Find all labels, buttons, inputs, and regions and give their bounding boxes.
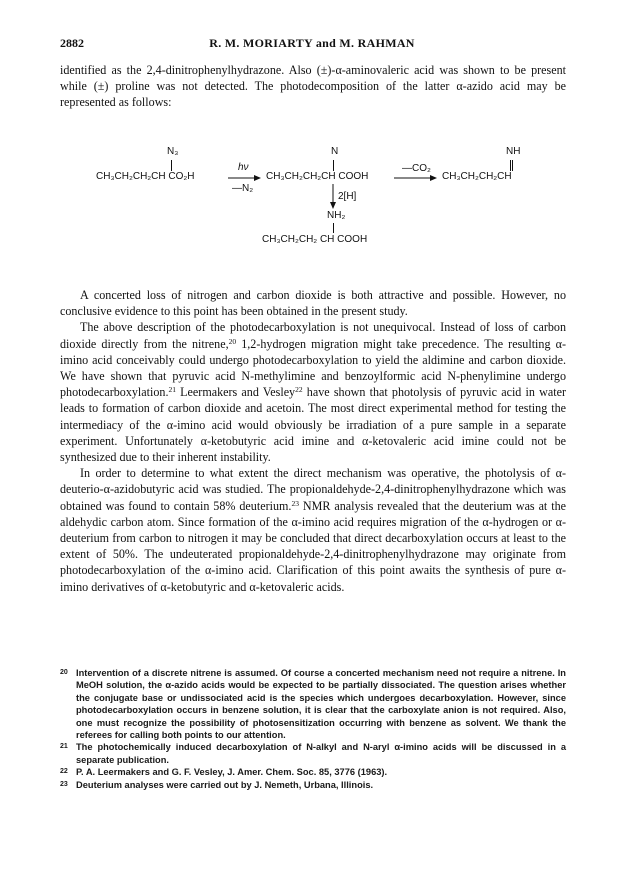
footnote: 21 The photochemically induced decarboxylation of N-alkyl and N-aryl α-imino acids will be discussed in a separate publication. [60,742,566,765]
arrow1-label-top: hν [238,162,249,173]
arrow1-icon [228,174,262,182]
arrow2-label-top: —CO₂ [402,163,431,174]
running-title: R. M. MORIARTY and M. RAHMAN [209,36,415,50]
paragraph-deuterium: In order to determine to what extent the direct mechanism was operative, the photolysis of α-deuterio-α-azidobutyric acid was studied. The propionaldehyde-2,4-dinitrophenylhydrazone which was obtained was found to contain 58% deuterium.$^{23}$ NMR analysis revealed that the deuterium was at the aldehydic carbon atom. Since formation of the α-imino acid requires migration of the α-hydrogen or α-deuterium from carbon to nitrogen it may be concluded that direct decarboxylation occurs at least to the extent of 50%. The undeuterated propionaldehyde-2,4-dinitrophenylhydrazone may originate from photodecarboxylation of the α-imino acid. Clarification of this point awaits the synthesis of pure α-imino derivatives of α-ketobutyric and α-ketovaleric acids. [60,466,566,594]
intro-paragraph: identified as the 2,4-dinitrophenylhydrazone. Also (±)-α-aminovaleric acid was shown to be present while (±) proline was not detected. The photodecomposition of the latter α-azido acid may be represented as follows: [60,63,566,110]
reaction-scheme [90,140,570,260]
page-number: 2882 [60,36,84,50]
arrow1-label-bottom: —N₂ [232,183,254,194]
reactant-bond [171,160,172,171]
footnote: 20 Intervention of a discrete nitrene is assumed. Of course a concerted mechanism need not require a nitrene. In MeOH solution, the α-azido acids would be expected to be partially dissociated. The question arises whether the conjugate base or undissociated acid is the species which undergoes decarboxylation. However, since photodecarboxylation occurs in benzene solution, it is clear that the carboxylate anion is not required. Also, one must recognize the possibility of photosensitization occurring with benzene as solvent. We thank the referees for calling both points to our attention. [60,668,566,741]
paragraph-photodecarboxylation: The above description of the photodecarboxylation is not unequivocal. Instead of loss of carbon dioxide directly from the nitrene,$^{20}$ 1,2-hydrogen migration might take precedence. The resulting α-imino acid conceivably could undergo photodecarboxylation to yield the aldimine and carbon dioxide. We have shown that pyruvic acid N-methylimine and benzoylformic acid N-phenylimine undergo photodecarboxylation.$^{21}$ Leermakers and Vesley$^{22}$ have shown that photolysis of pyruvic acid in water leads to formation of carbon dioxide and acetoin. The most direct experimental method for testing the intermediacy of the α-imino acid would obviously be irradiation of a pure sample in a separate experiment. Unfortunately α-ketobutyric acid imine and α-ketovaleric acid imine could not be synthesized due to their inherent instability. [60,320,566,465]
intermediate-nitrene-label: N [331,146,339,157]
arrow2-icon [394,174,438,182]
ref-20: 20 [228,336,237,346]
product-formula: CH₃CH₂CH₂CH [442,171,512,182]
reduced-amine-label: NH₂ [327,210,346,221]
ref-22: 22 [295,385,303,395]
footnote: 22 P. A. Leermakers and G. F. Vesley, J. Amer. Chem. Soc. 85, 3776 (1963). [60,767,388,778]
arrow3-icon [329,184,337,210]
intermediate-formula: CH₃CH₂CH₂CH COOH [266,171,369,182]
arrow3-label: 2[H] [338,191,357,202]
reduced-formula: CH₃CH₂CH₂ CH COOH [262,234,368,245]
product-double-bond [510,160,513,171]
page-header [60,36,564,54]
body-text [60,287,566,595]
footnotes [60,667,566,791]
ref-21: 21 [168,385,176,395]
reactant-azide-label: N₃ [167,146,179,157]
paragraph-concerted: A concerted loss of nitrogen and carbon dioxide is both attractive and possible. However, no conclusive evidence to this point has been obtained in the present study. [60,288,566,319]
intermediate-bond [333,160,334,171]
reactant-formula: CH₃CH₂CH₂CH CO₂H [96,171,195,182]
reduced-bond [333,223,334,233]
footnote: 23 Deuterium analyses were carried out by J. Nemeth, Urbana, Illinois. [60,779,374,790]
ref-23: 23 [291,498,299,508]
product-imine-label: NH [506,146,521,157]
